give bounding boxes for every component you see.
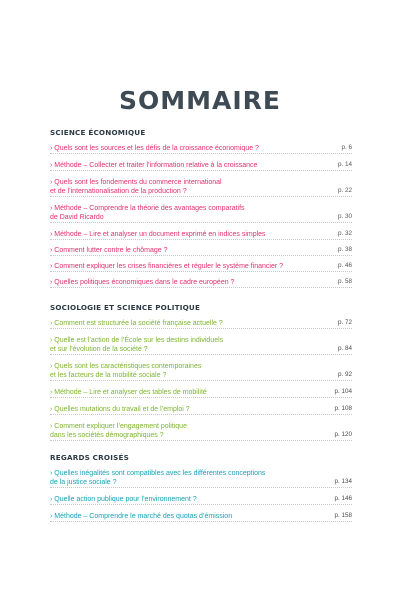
toc-entry[interactable] <box>50 319 352 329</box>
toc-entry-title <box>50 246 352 255</box>
toc-entry-line: › Méthode – Collecter et traiter l’information relative à la croissance <box>50 162 258 169</box>
toc-entry[interactable] <box>50 469 352 488</box>
toc-entry-title <box>50 512 352 521</box>
toc-entry[interactable] <box>50 178 352 197</box>
toc-entry[interactable] <box>50 262 352 272</box>
toc-entry-line: › Méthode – Comprendre la théorie des avantages comparatifs <box>50 205 245 212</box>
toc-entry-line: et les facteurs de la mobilité sociale ? <box>50 372 167 379</box>
toc-entry-title <box>50 362 352 380</box>
toc-entry-title <box>50 161 352 170</box>
toc-entry-line: › Quelle action publique pour l’environnement ? <box>50 496 197 503</box>
toc-entry-line: › Quelles mutations du travail et de l’emploi ? <box>50 406 190 413</box>
toc-entry-title <box>50 405 352 414</box>
toc-entry-line: dans les sociétés démographiques ? <box>50 432 164 439</box>
toc-entry-title <box>50 230 352 239</box>
section-science-economique <box>50 128 352 288</box>
toc-entry-line: › Quelles politiques économiques dans le cadre européen ? <box>50 279 235 286</box>
toc-entry[interactable] <box>50 336 352 355</box>
toc-entry-line: › Méthode – Lire et analyser un document exprimé en indices simples <box>50 231 266 238</box>
toc-page-number: p. 84 <box>337 345 352 352</box>
toc-page-number: p. 104 <box>334 388 352 395</box>
toc-entry-line: › Quels sont les fondements du commerce international <box>50 179 222 186</box>
toc-page-number: p. 158 <box>334 512 352 519</box>
toc-entry-title <box>50 278 352 287</box>
toc-page-number: p. 58 <box>337 278 352 285</box>
toc-entry-title <box>50 495 352 504</box>
toc-page-number: p. 38 <box>337 246 352 253</box>
toc-entry[interactable] <box>50 278 352 288</box>
entry-list <box>50 144 352 288</box>
toc-page-number: p. 72 <box>337 319 352 326</box>
toc-entry[interactable] <box>50 405 352 415</box>
section-heading: REGARDS CROISÉS <box>50 453 129 462</box>
toc-entry-line: › Comment expliquer l’engagement politique <box>50 423 187 430</box>
toc-entry-title <box>50 319 352 328</box>
toc-page-number: p. 46 <box>337 262 352 269</box>
toc-page-number: p. 120 <box>334 431 352 438</box>
toc-entry-line: › Quelle est l’action de l’École sur les destins individuels <box>50 337 224 344</box>
toc-page-number: p. 22 <box>337 187 352 194</box>
toc-entry[interactable] <box>50 495 352 505</box>
toc-entry[interactable] <box>50 161 352 171</box>
toc-page-number: p. 92 <box>337 371 352 378</box>
toc-entry-line: › Quels sont les caractéristiques contemporaines <box>50 363 202 370</box>
toc-entry-title <box>50 144 352 153</box>
toc-entry-title <box>50 204 352 222</box>
toc-entry[interactable] <box>50 422 352 441</box>
section-sociologie <box>50 303 352 441</box>
toc-entry-line: › Comment expliquer les crises financières et réguler le système financier ? <box>50 263 284 270</box>
toc-entry[interactable] <box>50 230 352 240</box>
toc-entry-line: et sur l’évolution de la société ? <box>50 346 148 353</box>
toc-entry-line: › Méthode – Comprendre le marché des quotas d’émission <box>50 513 233 520</box>
toc-entry-title <box>50 178 352 196</box>
section-regards-croises <box>50 453 352 522</box>
toc-entry-title <box>50 388 352 397</box>
toc-entry-title <box>50 422 352 440</box>
toc-page-number: p. 30 <box>337 213 352 220</box>
toc-entry-line: › Quelles inégalités sont compatibles avec les différentes conceptions <box>50 470 266 477</box>
section-heading: SOCIOLOGIE ET SCIENCE POLITIQUE <box>50 303 201 312</box>
toc-page-number: p. 134 <box>334 478 352 485</box>
toc-entry-line: › Méthode – Lire et analyser des tables de mobilité <box>50 389 207 396</box>
entry-list <box>50 319 352 441</box>
toc-page-number: p. 108 <box>334 405 352 412</box>
toc-entry-line: › Comment est structurée la société française actuelle ? <box>50 320 223 327</box>
toc-page-number: p. 146 <box>334 495 352 502</box>
entry-list <box>50 469 352 522</box>
toc-entry-line: de la justice sociale ? <box>50 479 117 486</box>
section-heading: SCIENCE ÉCONOMIQUE <box>50 128 146 137</box>
toc-page-number: p. 32 <box>337 230 352 237</box>
toc-entry-title <box>50 262 352 271</box>
toc-entry-line: › Comment lutter contre le chômage ? <box>50 247 168 254</box>
toc-entry-title <box>50 336 352 354</box>
toc-entry[interactable] <box>50 204 352 223</box>
toc-entry-line: de David Ricardo <box>50 214 104 221</box>
page-title: SOMMAIRE <box>119 86 281 115</box>
toc-entry-line: et de l’internationalisation de la production ? <box>50 188 187 195</box>
toc-entry[interactable] <box>50 144 352 154</box>
toc-page-number: p. 6 <box>341 144 352 151</box>
toc-entry[interactable] <box>50 362 352 381</box>
toc-entry[interactable] <box>50 246 352 256</box>
toc-entry[interactable] <box>50 388 352 398</box>
toc-page-number: p. 14 <box>337 161 352 168</box>
toc-entry-line: › Quels sont les sources et les défis de la croissance économique ? <box>50 145 259 152</box>
toc-entry[interactable] <box>50 512 352 522</box>
toc-entry-title <box>50 469 352 487</box>
